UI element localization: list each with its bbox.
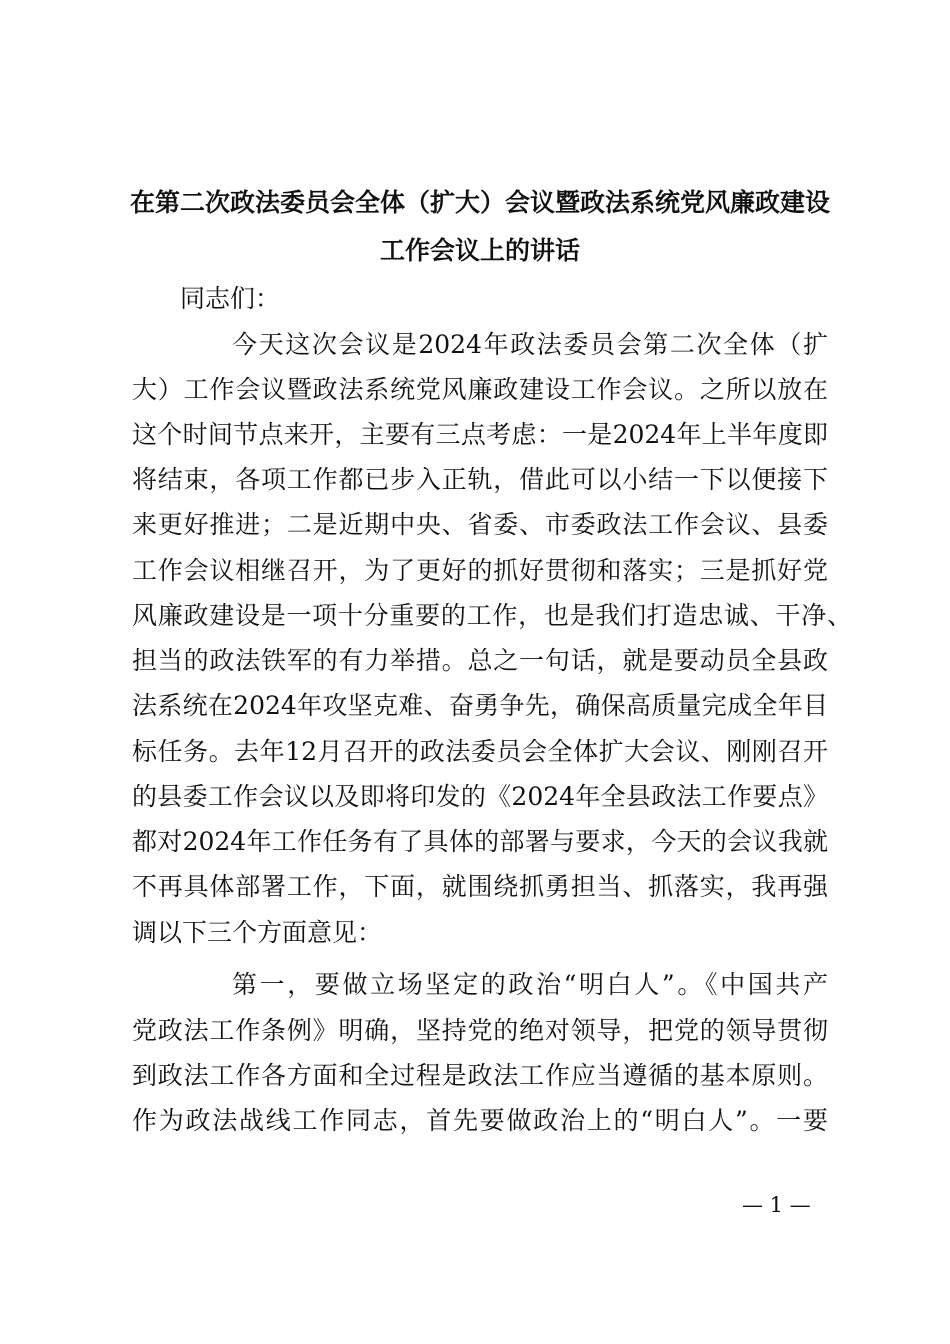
paragraph-1-line-13: 不再具体部署工作，下面，就围绕抓勇担当、抓落实，我再强 <box>132 872 828 901</box>
paragraph-1-line-9: 法系统在2024年攻坚克难、奋勇争先，确保高质量完成全年目 <box>132 691 828 720</box>
paragraph-1-line-8: 担当的政法铁军的有力举措。总之一句话，就是要动员全县政 <box>132 646 828 675</box>
paragraph-2-line-2: 党政法工作条例》明确，坚持党的绝对领导，把党的领导贯彻 <box>132 1016 828 1045</box>
paragraph-1-line-5: 来更好推进；二是近期中央、省委、市委政法工作会议、县委 <box>132 510 828 539</box>
salutation: 同志们： <box>180 284 281 313</box>
page-number: — 1 — <box>742 1193 811 1217</box>
paragraph-2-line-1: 第一，要做立场坚定的政治“明白人”。《中国共产 <box>232 970 828 999</box>
paragraph-1-line-1: 今天这次会议是2024年政法委员会第二次全体（扩 <box>232 330 828 359</box>
paragraph-1-line-2: 大）工作会议暨政法系统党风廉政建设工作会议。之所以放在 <box>132 375 828 404</box>
paragraph-1-line-4: 将结束，各项工作都已步入正轨，借此可以小结一下以便接下 <box>132 465 828 494</box>
paragraph-2-line-3: 到政法工作各方面和全过程是政法工作应当遵循的基本原则。 <box>132 1061 828 1090</box>
paragraph-1-line-6: 工作会议相继召开，为了更好的抓好贯彻和落实；三是抓好党 <box>132 556 828 585</box>
paragraph-1-line-11: 的县委工作会议以及即将印发的《2024年全县政法工作要点》 <box>132 782 828 811</box>
title-line-2: 工作会议上的讲话 <box>379 236 580 265</box>
paragraph-1-line-10: 标任务。去年12月召开的政法委员会全体扩大会议、刚刚召开 <box>132 737 828 766</box>
paragraph-1-line-12: 都对2024年工作任务有了具体的部署与要求，今天的会议我就 <box>132 827 828 856</box>
paragraph-1-line-14: 调以下三个方面意见： <box>132 918 383 947</box>
paragraph-1-line-7: 风廉政建设是一项十分重要的工作，也是我们打造忠诚、干净、 <box>132 601 852 630</box>
title-line-1: 在第二次政法委员会全体（扩大）会议暨政法系统党风廉政建设 <box>129 188 830 217</box>
paragraph-1-line-3: 这个时间节点来开，主要有三点考虑：一是2024年上半年度即 <box>132 420 828 449</box>
paragraph-2-line-4: 作为政法战线工作同志，首先要做政治上的“明白人”。一要 <box>132 1106 828 1135</box>
